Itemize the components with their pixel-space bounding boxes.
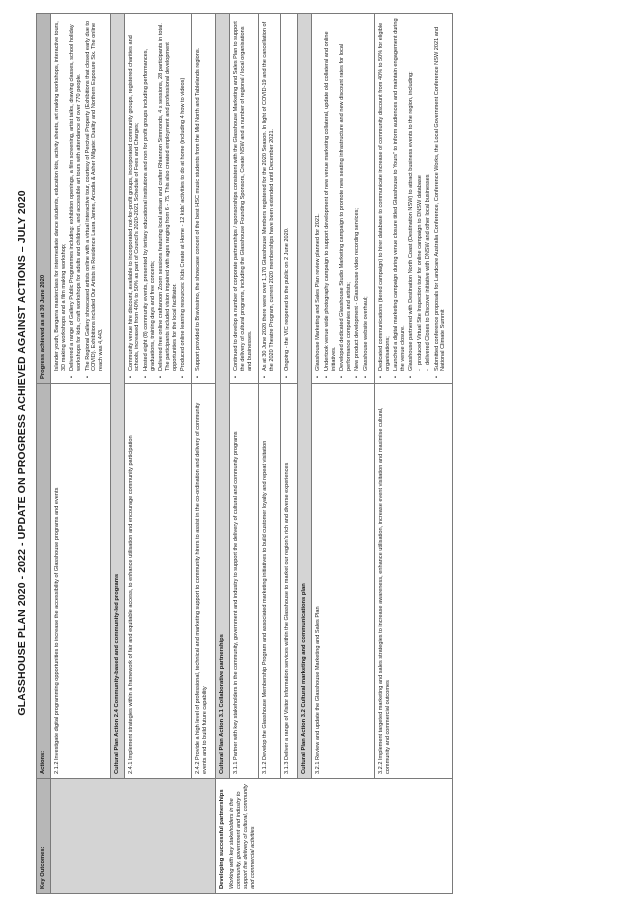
- action-2-1-2: 2.1.2 Investigate digital programming opportunities to increase the accessibility of Glasshouse programs and events: [51, 384, 110, 779]
- section-row: [110, 14, 124, 894]
- list-item: • Launched a digital marketing campaign during venue closure titled Glasshouse to Yours” to inform audiences and maintain engagement during the venue closure.: [393, 18, 407, 379]
- action-3-1-1: 3.1.1 Partner with key stakeholders in the community, government and industry to support the delivery of cultural and community programs: [230, 384, 259, 779]
- action-3-1-3: 3.1.3 Deliver a range of Visitor Information services within the Glasshouse to market our region’s rich and diverse experiences: [281, 384, 298, 779]
- progress-3-1-1: [230, 14, 259, 384]
- list-item: • Continued to develop a number of corporate partnerships / sponsorships consistent with the Glasshouse Marketing and Sales Plan to support the delivery of cultural programs, including the Glasshouse Founding Sponsors, Create NSW and a number of regional / local organisations and businesses.: [233, 18, 253, 379]
- list-item: - delivered Closes to Discover initiative with DNSW and other local businesses: [425, 18, 432, 379]
- progress-3-2-1: [312, 14, 375, 384]
- outcome-cell-empty: [51, 779, 216, 894]
- section-title-3-1: Cultural Plan Action 3.1 Collaborative partnerships: [219, 634, 226, 774]
- list-item: • The Regional Gallery showcased artists online with a virtual interactive tour, courtesy of Percival Property (Exhibitions that closed early due to COVID). Exhibitions included Our Artists in Residence Laura James, Arcadia & Asher Milgate: Duality and Northern Exposure Six. The online reach was 4,443.: [85, 18, 105, 379]
- header-key-outcomes: Key Outcomes:: [37, 779, 51, 894]
- table-row: [192, 14, 216, 894]
- list-item: • Developed dedicated Glasshouse Studio Marketing campaign to promote new seating infrastructure and new discount rates for local performance companies and artists;: [339, 18, 353, 379]
- action-2-4-1: 2.4.1 Implement strategies within a framework of fair and equitable access, to enhance utilisation and encourage community participation: [124, 384, 192, 779]
- progress-2-1-2: [51, 14, 110, 384]
- list-item: - produced Virtual Site Inspection tour for online campaign to DNSW database: [417, 18, 424, 379]
- section-row: [216, 14, 230, 894]
- table-row: [374, 14, 452, 894]
- list-item: • New product development - Glasshouse video recording services;: [354, 18, 361, 379]
- action-3-2-2: 3.2.2 Implement targeted marketing and sales strategies to increase awareness, enhance utilisation, increase event visitation and maximise cultural, community and commercial outcomes: [374, 384, 452, 779]
- progress-2-4-1: [124, 14, 192, 384]
- list-item: • Dedicated communications (tiered campaign) to hirer database to communicate increase of community discount from 40% to 50% for eligible organisations;: [378, 18, 392, 379]
- document-title: GLASSHOUSE PLAN 2020 - 2022 - UPDATE ON PROGRESS ACHIEVED AGAINST ACTIONS – JULY 2020: [16, 190, 28, 716]
- action-3-1-2: 3.1.2 Develop the Glasshouse Membership Program and associated marketing initiatives to build customer loyalty and repeat visitation: [259, 384, 281, 779]
- table-row: [124, 14, 192, 894]
- header-progress: Progress achieved as at 30 June 2020: [37, 14, 51, 384]
- list-item: • As at 30 June 2020 there were over 1,170 Glasshouse Members registered for the 2020 Season. In light of COVID-19 and the cancellation of the 2020 Theatre Program, current 2020 memberships have been extended until December 2021.: [262, 18, 276, 379]
- table-header-row: [37, 14, 51, 894]
- list-item: • Glasshouse website overhaul;: [363, 18, 370, 379]
- header-actions: Actions:: [37, 384, 51, 779]
- list-item: • Hosted eight (8) community events, presented by tertiary educational institutions and non for profit groups including performances, graduations, training days and free concerts;: [143, 18, 157, 379]
- action-2-4-2: 2.4.2 Provide a high level of professional, technical and marketing support to community hirers to assist in the co-ordination and delivery of community events and to build future capability: [192, 384, 216, 779]
- list-item: • Glasshouse Marketing and Sales Plan review planned for 2021.: [315, 18, 322, 379]
- table-row: [51, 14, 110, 894]
- section-title-2-4: Cultural Plan Action 2.4 Community-based and community-led programs: [113, 573, 120, 774]
- outcome-title: Developing successful partnerships: [219, 789, 226, 889]
- list-item: • Community venue hire discount, available to incorporated not-for-profit groups, incorporated community groups, registered charities and schools, increased from 40% to 50% as part of Council’s 2020-2021 Schedule of Fees and Charges;: [128, 18, 142, 379]
- list-item: • Delivered free online craftanoon Zoom sessions featuring local artisan and crafter Rhiannon Simmonds, 4 x sessions, 28 participants in total. The participants included vision impaired with ages ranging from 6 - 75. This also created employment and professional development opportunities for the local facilitator.: [158, 18, 178, 379]
- table-row: [230, 14, 259, 894]
- progress-2-4-2: [192, 14, 216, 384]
- outcome-cell: [216, 779, 453, 894]
- list-item: • Produced online learning resources: Kids Create at Home - 12 kids’ activities to do at home (including 4 how to videos): [180, 18, 187, 379]
- progress-3-1-3: [281, 14, 298, 384]
- progress-table: [36, 13, 453, 894]
- table-row: [312, 14, 375, 894]
- table-row: [259, 14, 281, 894]
- list-item: • Undertook venue wide photography campaign to support development of new venue marketing collateral, update old collateral and online initiatives.: [324, 18, 338, 379]
- list-item: • Ongoing - the VIC reopened to the public on 2 June 2020.: [284, 18, 291, 379]
- list-item: Islander youth, Bangarra masterclass for intermediate dance students, education kits, activity sheets, art making workshops, interactive tours, 3D making workshops and a film making workshop;: [54, 21, 67, 371]
- action-3-2-1: 3.2.1 Review and update the Glasshouse Marketing and Sales Plan: [312, 384, 375, 779]
- list-item: • Delivered a range of Gallery Public Programmes including: exhibition openings, a film screening, artist talks, drawing classes, school holiday workshops for kids, craft workshops for adults and children, and accessible art tours with attendance of over 770 people.: [69, 18, 83, 379]
- progress-3-2-2: [374, 14, 452, 384]
- progress-3-1-2: [259, 14, 281, 384]
- list-item: • Glasshouse partnered with Destination North Coast (Destination NSW) to attract business events to the region, including:: [408, 18, 415, 379]
- list-item: • Support provided to Bravissimo, the showcase concert of the best HSC music students from the Mid North and Tablelands regions.: [195, 18, 202, 379]
- section-row: [298, 14, 312, 894]
- table-row: [281, 14, 298, 894]
- section-title-3-2: Cultural Plan Action 3.2 Cultural marketing and communications plan: [301, 583, 308, 774]
- outcome-description: Working with key stakeholders in the community, government and industry to support the delivery of cultural, community and commercial activities: [229, 784, 256, 889]
- list-item: • Submitted conference proposals for Landcare Australia Conference, Conference Works, the Local Government Conference NSW 2021 and National Climate Summit: [434, 18, 448, 379]
